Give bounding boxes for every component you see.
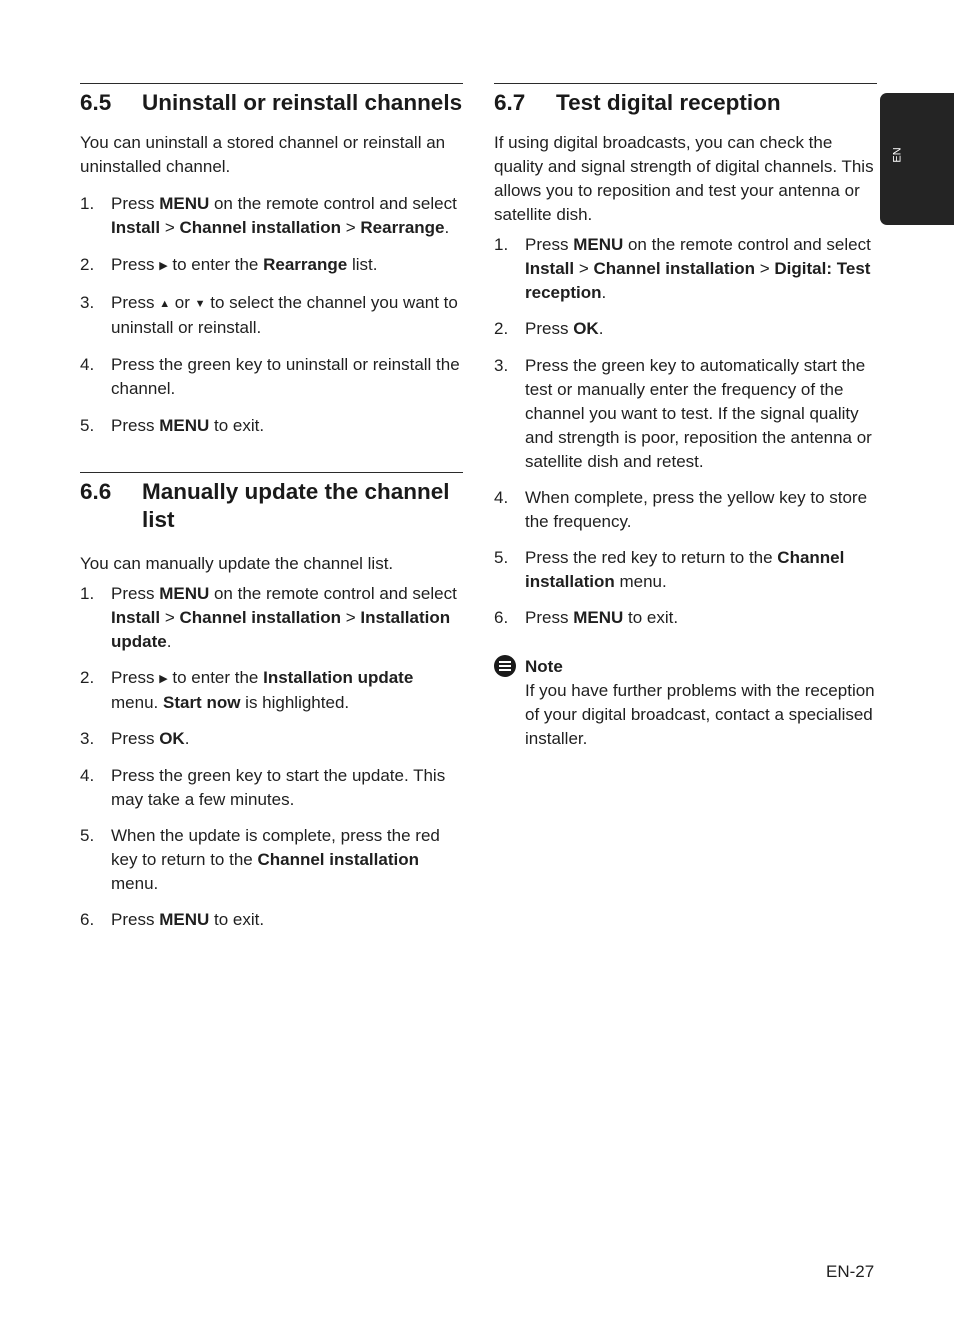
step-item: 4. When complete, press the yellow key to store the frequency. (494, 488, 868, 531)
step-item: 2. Press ▶ to enter the Rearrange list. (80, 255, 378, 274)
step-item: 5. When the update is complete, press the red key to return to the Channel installation menu. (80, 826, 440, 893)
step-item: 1. Press MENU on the remote control and select Install > Channel installation > Digital: Test reception. (494, 235, 871, 302)
step-item: 3. Press OK. (80, 729, 190, 748)
section-number: 6.5 (80, 90, 112, 115)
right-arrow-icon: ▶ (159, 260, 168, 272)
section-intro: You can manually update the channel list. (80, 554, 394, 573)
step-list (80, 582, 463, 932)
step-list (494, 233, 877, 630)
note-icon (494, 655, 516, 677)
step-item: 3. Press ▲ or ▼ to select the channel you want to uninstall or reinstall. (80, 293, 458, 337)
step-item: 1. Press MENU on the remote control and select Install > Channel installation > Installation update. (80, 584, 457, 651)
note-box (494, 655, 877, 751)
step-item: 5. Press the red key to return to the Channel installation menu. (494, 548, 845, 591)
step-item: 6. Press MENU to exit. (80, 910, 265, 929)
page-number: EN-27 (826, 1262, 875, 1281)
section-title: Manually update the channel list (142, 479, 450, 532)
section-number: 6.7 (494, 90, 526, 115)
step-item: 4. Press the green key to uninstall or reinstall the channel. (80, 355, 460, 398)
language-tab (880, 93, 954, 225)
section-heading (80, 473, 463, 534)
right-arrow-icon: ▶ (159, 673, 168, 685)
section-intro: You can uninstall a stored channel or reinstall an uninstalled channel. (80, 133, 446, 176)
step-item: 4. Press the green key to start the update. This may take a few minutes. (80, 766, 446, 809)
step-item: 2. Press ▶ to enter the Installation update menu. Start now is highlighted. (80, 668, 414, 712)
note-body: If you have further problems with the reception of your digital broadcast, contact a specialised installer. (525, 681, 875, 748)
right-column (494, 83, 877, 751)
section-intro: If using digital broadcasts, you can check the quality and signal strength of digital channels. This allows you to reposition and test your antenna or satellite dish. (494, 133, 874, 224)
note-title: Note (525, 657, 563, 676)
left-column (80, 83, 463, 932)
section-6-7 (494, 83, 877, 751)
section-title: Test digital reception (556, 90, 781, 115)
step-item: 6. Press MENU to exit. (494, 608, 679, 627)
step-list (80, 192, 463, 438)
step-item: 3. Press the green key to automatically start the test or manually enter the frequency of the channel you want to test. If the signal quality and strength is poor, reposition the antenna or satellite dish and retest. (494, 356, 872, 471)
section-heading (494, 84, 877, 117)
section-number: 6.6 (80, 479, 112, 504)
section-6-5 (80, 83, 463, 438)
up-arrow-icon: ▲ (159, 298, 171, 310)
step-item: 5. Press MENU to exit. (80, 416, 265, 435)
section-title: Uninstall or reinstall channels (142, 90, 463, 115)
step-item: 2. Press OK. (494, 319, 604, 338)
step-item: 1. Press MENU on the remote control and select Install > Channel installation > Rearrange. (80, 194, 457, 237)
section-6-6 (80, 472, 463, 932)
section-heading (80, 84, 463, 117)
down-arrow-icon: ▼ (194, 298, 206, 310)
language-tab-label: EN (891, 147, 904, 163)
note-content (525, 655, 877, 751)
